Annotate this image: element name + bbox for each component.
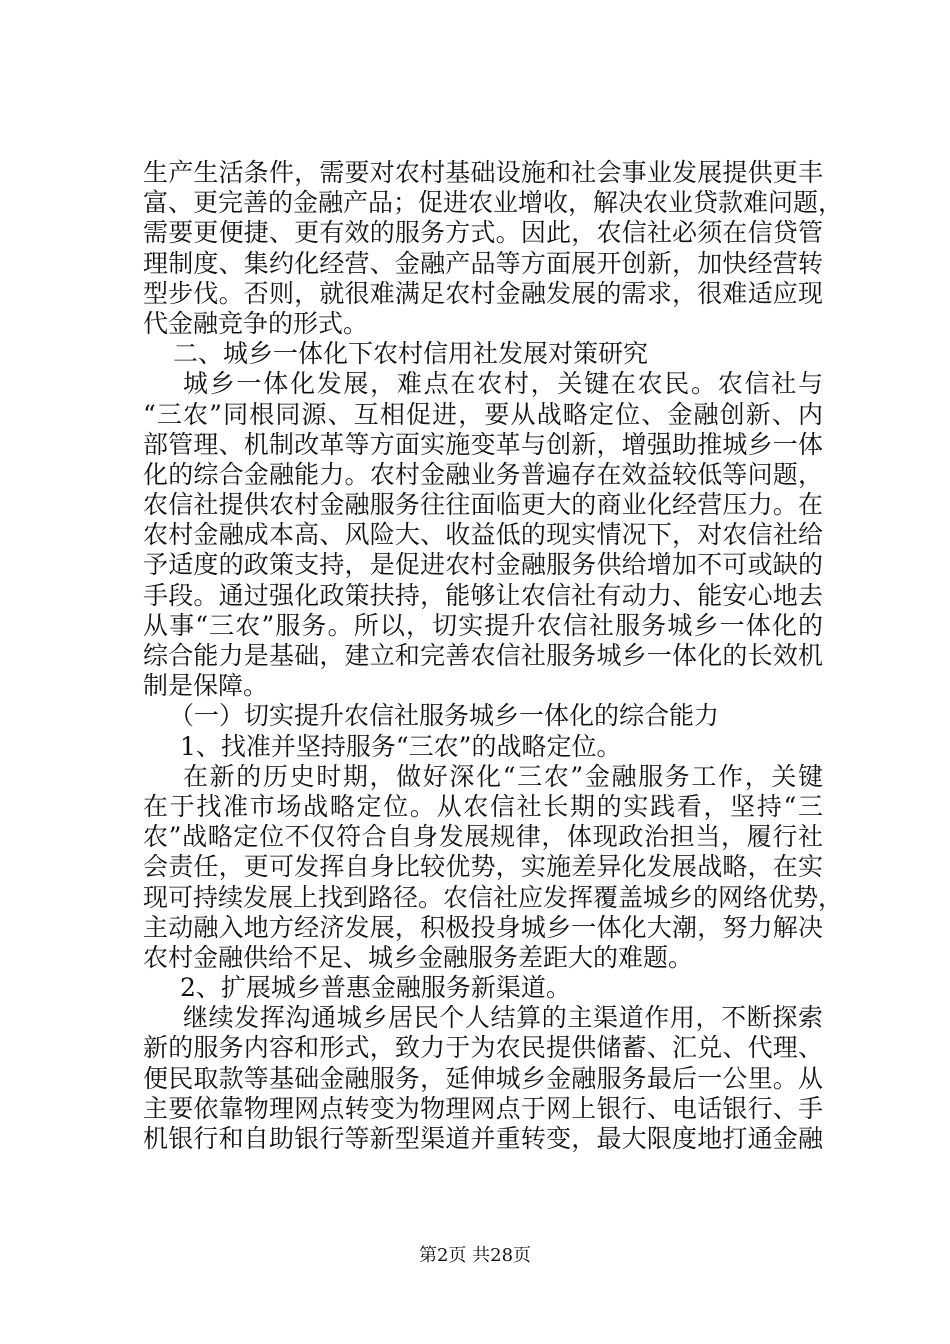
page-number-footer: 第2页 共28页 <box>418 1245 532 1266</box>
paragraph-line: 便民取款等基础金融服务，延伸城乡金融服务最后一公里。从 <box>143 1063 823 1093</box>
item-heading: 2、扩展城乡普惠金融服务新渠道。 <box>180 973 571 1003</box>
paragraph-line: 农村金融成本高、风险大、收益低的现实情况下，对农信社给 <box>143 520 823 550</box>
paragraph-line: 生产生活条件，需要对农村基础设施和社会事业发展提供更丰 <box>143 158 823 187</box>
paragraph-line: 代金融竞争的形式。 <box>143 308 369 338</box>
paragraph-line: 城乡一体化发展，难点在农村，关键在农民。农信社与 <box>183 369 823 399</box>
paragraph-line: 理制度、集约化经营、金融产品等方面展开创新，加快经营转 <box>143 248 823 278</box>
paragraph-line: 机银行和自助银行等新型渠道并重转变，最大限度地打通金融 <box>143 1124 823 1153</box>
paragraph-line: 部管理、机制改革等方面实施变革与创新，增强助推城乡一体 <box>143 429 823 459</box>
paragraph-line: 富、更完善的金融产品；促进农业增收，解决农业贷款难问题， <box>143 188 844 218</box>
paragraph-line: 会责任，更可发挥自身比较优势，实施差异化发展战略，在实 <box>143 852 823 882</box>
paragraph-line: 从事“三农”服务。所以，切实提升农信社服务城乡一体化的 <box>143 610 823 640</box>
paragraph-line: 新的服务内容和形式，致力于为农民提供储蓄、汇兑、代理、 <box>143 1033 823 1063</box>
paragraph-line: 制是保障。 <box>143 671 269 701</box>
paragraph-line: “三农”同根同源、互相促进，要从战略定位、金融创新、内 <box>143 399 823 429</box>
paragraph-line: 在于找准市场战略定位。从农信社长期的实践看，坚持“三 <box>143 791 823 821</box>
document-body <box>143 158 844 1154</box>
paragraph-line: 现可持续发展上找到路径。农信社应发挥覆盖城乡的网络优势， <box>143 882 844 912</box>
paragraph-line: 农信社提供农村金融服务往往面临更大的商业化经营压力。在 <box>143 490 823 520</box>
paragraph-line: 主动融入地方经济发展，积极投身城乡一体化大潮，努力解决 <box>143 912 823 942</box>
paragraph-line: 予适度的政策支持，是促进农村金融服务供给增加不可或缺的 <box>143 550 823 580</box>
item-heading: 1、找准并坚持服务“三农”的战略定位。 <box>180 731 622 761</box>
paragraph-line: 手段。通过强化政策扶持，能够让农信社有动力、能安心地去 <box>143 580 823 610</box>
paragraph-line: 继续发挥沟通城乡居民个人结算的主渠道作用，不断探索 <box>183 1003 823 1033</box>
paragraph-line: 农村金融供给不足、城乡金融服务差距大的难题。 <box>143 942 694 972</box>
paragraph-line: 化的综合金融能力。农村金融业务普遍存在效益较低等问题， <box>143 459 823 489</box>
paragraph-line: 综合能力是基础，建立和完善农信社服务城乡一体化的长效机 <box>143 641 823 670</box>
section-heading: 二、城乡一体化下农村信用社发展对策研究 <box>173 339 649 369</box>
paragraph-line: 在新的历史时期，做好深化“三农”金融服务工作，关键 <box>183 761 823 791</box>
paragraph-line: 主要依靠物理网点转变为物理网点于网上银行、电话银行、手 <box>143 1093 823 1123</box>
paragraph-line: 型步伐。否则，就很难满足农村金融发展的需求，很难适应现 <box>143 278 823 308</box>
paragraph-line: 农”战略定位不仅符合自身发展规律，体现政治担当，履行社 <box>143 822 823 852</box>
subsection-heading: （一）切实提升农信社服务城乡一体化的综合能力 <box>169 701 720 731</box>
paragraph-line: 需要更便捷、更有效的服务方式。因此，农信社必须在信贷管 <box>143 218 823 248</box>
